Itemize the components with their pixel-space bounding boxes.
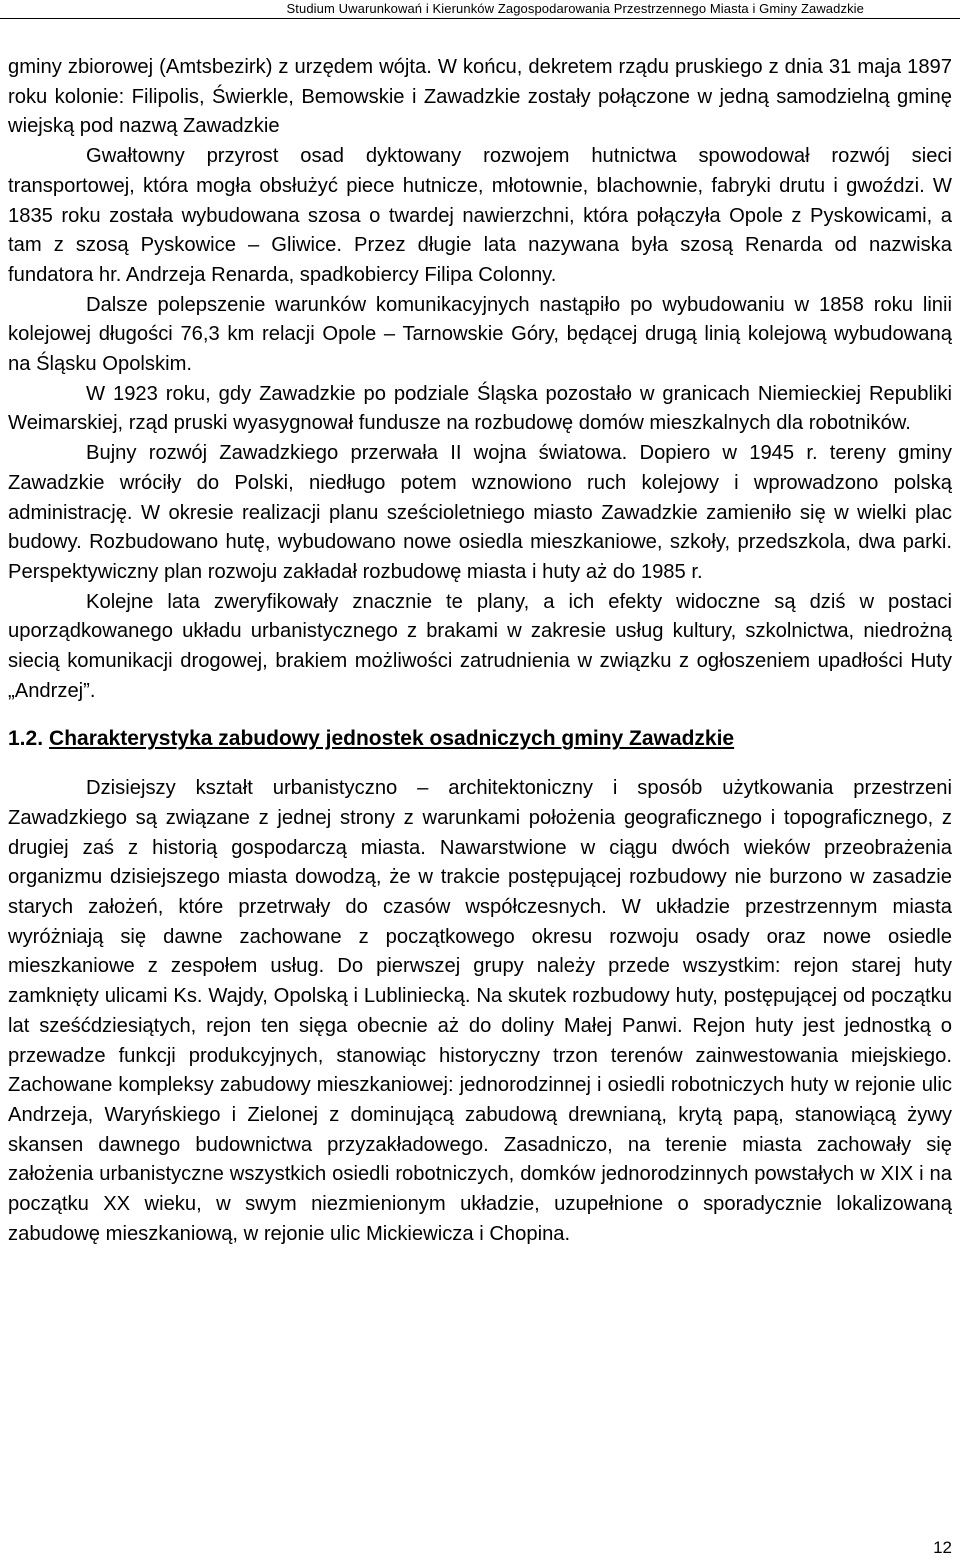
paragraph: Gwałtowny przyrost osad dyktowany rozwojem hutnictwa spowodował rozwój sieci transportowej, która mogła obsłużyć piece hutnicze, młotownie, blachownie, fabryki drutu i gwoździ. W 1835 roku została wybudowana szosa o twardej nawierzchni, która połączyła Opole z Pyskowicami, a tam z szosą Pyskowice – Gliwice. Przez długie lata nazywana była szosą Renarda od nazwiska fundatora hr. Andrzeja Renarda, spadkobiercy Filipa Colonny. [8, 145, 952, 286]
document-body [8, 53, 952, 1249]
paragraph: Bujny rozwój Zawadzkiego przerwała II wojna światowa. Dopiero w 1945 r. tereny gminy Zawadzkie wróciły do Polski, niedługo potem wznowiono ruch kolejowy i wprowadzono polską administrację. W okresie realizacji planu sześcioletniego miasto Zawadzkie zamieniło się w wielki plac budowy. Rozbudowano hutę, wybudowano nowe osiedla mieszkaniowe, szkoły, przedszkola, dwa parki. Perspektywiczny plan rozwoju zakładał rozbudowę miasta i huty aż do 1985 r. [8, 442, 952, 583]
page-number: 12 [933, 1538, 952, 1557]
paragraph: gminy zbiorowej (Amtsbezirk) z urzędem wójta. W końcu, dekretem rządu pruskiego z dnia 31 maja 1897 roku kolonie: Filipolis, Świerkle, Bemowskie i Zawadzkie zostały połączone w jedną samodzielną gminę wiejską pod nazwą Zawadzkie [8, 56, 952, 138]
section-title: Charakterystyka zabudowy jednostek osadniczych gminy Zawadzkie [49, 727, 735, 751]
section-paragraph: Dzisiejszy kształt urbanistyczno – architektoniczny i sposób użytkowania przestrzeni Zawadzkiego są związane z jednej strony z warunkami położenia geograficznego i topograficznego, z drugiej zaś z historią gospodarczą miasta. Nawarstwione w ciągu dwóch wieków przeobrażenia organizmu dzisiejszego miasta dowodzą, że w trakcie postępującej rozbudowy nie burzono w zasadzie starych założeń, które przetrwały do czasów współczesnych. W układzie przestrzennym miasta wyróżniają się dawne zachowane z początkowego okresu rozwoju osady oraz nowe osiedle mieszkaniowe z zespołem usług. Do pierwszej grupy należy przede wszystkim: rejon starej huty zamknięty ulicami Ks. Wajdy, Opolską i Lubliniecką. Na skutek rozbudowy huty, postępującej od początku lat sześćdziesiątych, rejon ten sięga obecnie aż do doliny Małej Panwi. Rejon huty jest jednostką o przewadze funkcji produkcyjnych, stanowiąc historyczny trzon terenów zainwestowania miejskiego. Zachowane kompleksy zabudowy mieszkaniowej: jednorodzinnej i osiedli robotniczych huty w rejonie ulic Andrzeja, Waryńskiego i Zielonej z dominującą zabudową drewnianą, krytą papą, stanowiącą żywy skansen dawnego budownictwa przyzakładowego. Zasadniczo, na terenie miasta zachowały się założenia urbanistyczne wszystkich osiedli robotniczych, domków jednorodzinnych powstałych w XIX i na początku XX wieku, w swym niezmienionym układzie, uzupełnione o sporadycznie lokalizowaną zabudowę mieszkaniową, w rejonie ulic Mickiewicza i Chopina. [8, 777, 952, 1245]
section-number: 1.2. [8, 727, 44, 751]
paragraph: Dalsze polepszenie warunków komunikacyjnych nastąpiło po wybudowaniu w 1858 roku linii kolejowej długości 76,3 km relacji Opole – Tarnowskie Góry, będącej drugą linią kolejową wybudowaną na Śląsku Opolskim. [8, 293, 952, 376]
section-heading [8, 724, 952, 754]
running-header-title: Studium Uwarunkowań i Kierunków Zagospodarowania Przestrzennego Miasta i Gminy Zawadzkie [286, 1, 864, 16]
header-rule [0, 18, 960, 19]
paragraph: Kolejne lata zweryfikowały znacznie te plany, a ich efekty widoczne są dziś w postaci uporządkowanego układu urbanistycznego z brakami w zakresie usług kultury, szkolnictwa, niedrożną siecią komunikacji drogowej, brakiem możliwości zatrudnienia w związku z ogłoszeniem upadłości Huty „Andrzej”. [8, 590, 952, 702]
paragraph: W 1923 roku, gdy Zawadzkie po podziale Śląska pozostało w granicach Niemieckiej Republiki Weimarskiej, rząd pruski wyasygnował fundusze na rozbudowę domów mieszkalnych dla robotników. [8, 382, 952, 435]
